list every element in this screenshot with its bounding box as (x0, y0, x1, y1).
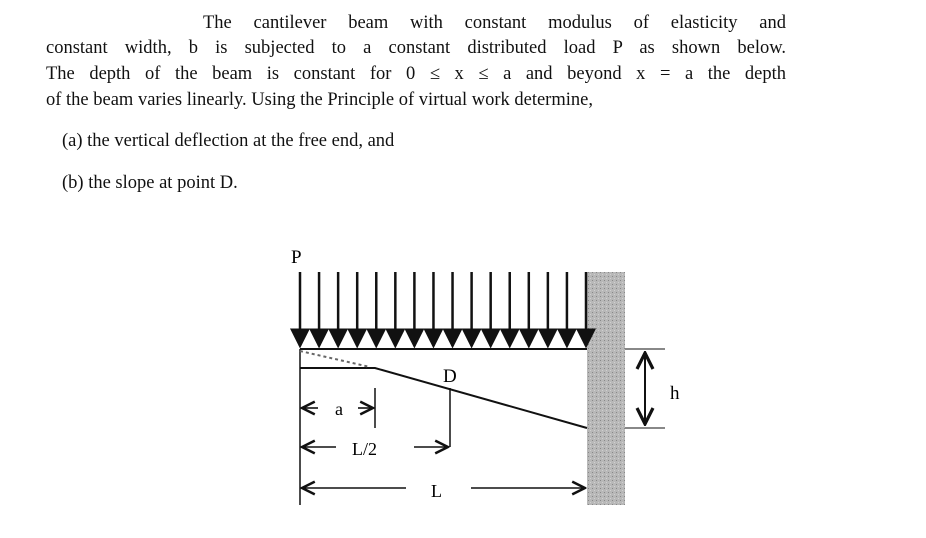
part-b: (b) the slope at point D. (62, 173, 238, 193)
distributed-load-arrows (300, 272, 586, 346)
dim-length-label: L (431, 481, 442, 501)
problem-line-4: of the beam varies linearly. Using the Principle of virtual work determine, (46, 90, 593, 110)
point-d-label: D (443, 366, 457, 387)
load-label: P (291, 247, 302, 268)
problem-line-2: constant width, b is subjected to a constant distributed load P as shown below. (46, 38, 786, 58)
problem-line-3: The depth of the beam is constant for 0 ≤ x ≤ a and beyond x = a the depth (46, 64, 786, 84)
depth-label: h (670, 383, 680, 404)
dim-a-label: a (335, 399, 343, 419)
part-a: (a) the vertical deflection at the free end, and (62, 131, 395, 151)
dim-half-length-label: L/2 (352, 439, 377, 459)
fixed-wall (587, 272, 625, 505)
problem-line-1: The cantilever beam with constant modulus of elasticity and (203, 13, 786, 33)
